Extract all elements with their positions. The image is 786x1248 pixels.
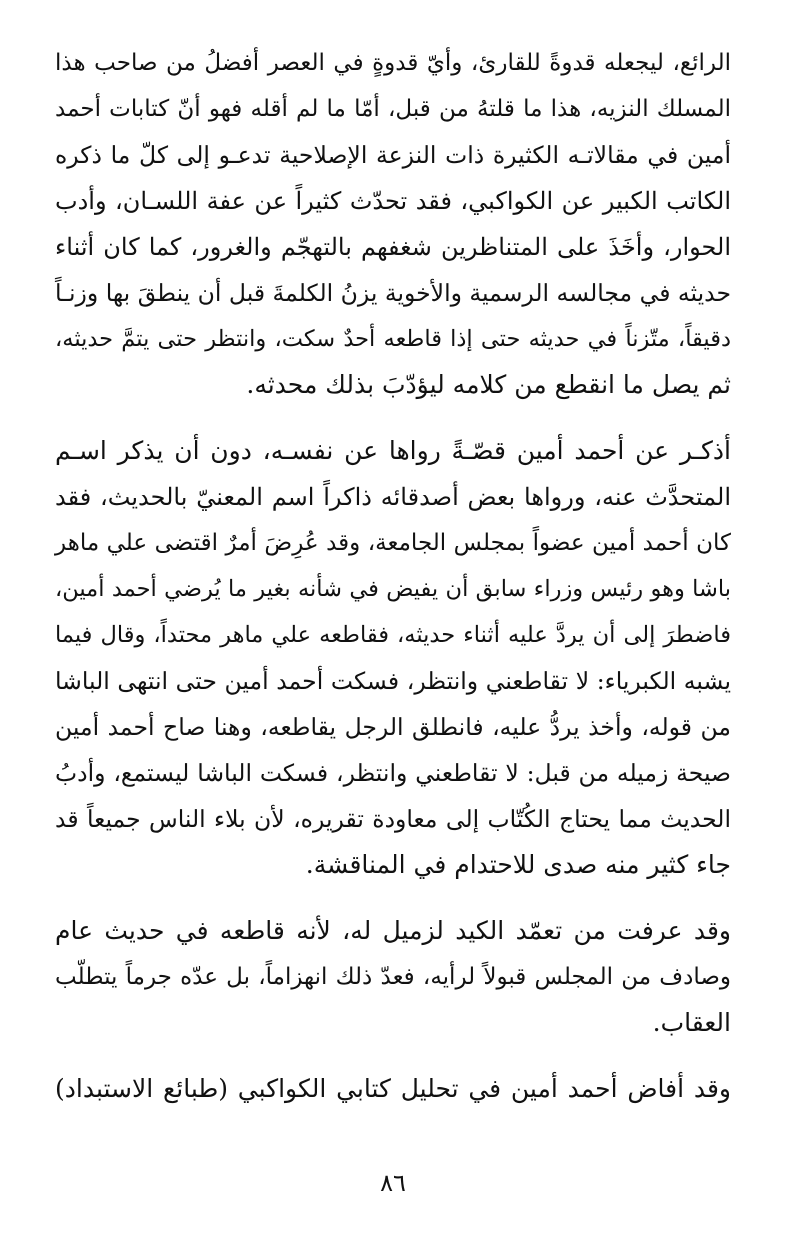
paragraph-gap: [55, 408, 731, 428]
text-line: صيحة زميله من قبل: لا تقاطعني وانتظر، فسكت الباشا ليستمع، وأدبُ: [55, 759, 731, 787]
text-line: وصادف من المجلس قبولاً لرأيه، فعدّ ذلك انهزاماً، بل عدّه جرماً يتطلّب: [55, 964, 731, 990]
paragraph-4: [55, 1066, 731, 1112]
body-text: [55, 40, 731, 1112]
text-line: المسلك النزيه، هذا ما قلتهُ من قبل، أمّا ما لم أقله فهو أنّ كتابات أحمد: [55, 96, 731, 122]
page-number: ٨٦: [380, 1169, 406, 1197]
text-line: أذكـر عن أحمد أمين قصّـةً رواها عن نفسـه، دون أن يذكر اسـم: [55, 436, 731, 465]
text-line: من قوله، وأخذ يردُّ عليه، فانطلق الرجل يقاطعه، وهنا صاح أحمد أمين: [55, 713, 731, 741]
paragraph-3: [55, 908, 731, 1046]
text-line: الحوار، وأخَذَ على المتناظرين شغفهم بالتهجّم والغرور، كما كان أثناء: [55, 233, 732, 261]
paragraph-1: [55, 40, 731, 408]
text-line: يشبه الكبرياء: لا تقاطعني وانتظر، فسكت أحمد أمين حتى انتهى الباشا: [55, 667, 731, 695]
text-line: جاء كثير منه صدى للاحتدام في المناقشة.: [305, 850, 731, 879]
text-line: الحديث مما يحتاج الكُتّاب إلى معاودة تقريره، لأن بلاء الناس جميعاً قد: [55, 805, 731, 833]
text-line: أمين في مقالاتـه الكثيرة ذات النزعة الإصلاحية تدعـو إلى كلّ ما ذكره: [55, 141, 731, 169]
text-line: وقد أفاض أحمد أمين في تحليل كتابي الكواكبي (طبائع الاستبداد): [55, 1074, 731, 1103]
text-line: الكاتب الكبير عن الكواكبي، فقد تحدّث كثيراً عن عفة اللسـان، وأدب: [55, 187, 731, 215]
text-line: ثم يصل ما انقطع من كلامه ليؤدّبَ بذلك محدثه.: [246, 370, 731, 399]
text-line: باشا وهو رئيس وزراء سابق أن يفيض في شأنه بغير ما يُرضي أحمد أمين،: [55, 576, 731, 602]
text-line: العقاب.: [652, 1008, 731, 1037]
text-line: وقد عرفت من تعمّد الكيد لزميل له، لأنه قاطعه في حديث عام: [55, 916, 731, 945]
text-line: دقيقاً، متّزناً في حديثه حتى إذا قاطعه أحدٌ سكت، وانتظر حتى يتمَّ حديثه،: [55, 326, 731, 352]
paragraph-gap: [55, 888, 731, 908]
paragraph-2: [55, 428, 731, 888]
text-line: الرائع، ليجعله قدوةً للقارئ، وأيّ قدوةٍ في العصر أفضلُ من صاحب هذا: [55, 50, 731, 76]
text-line: حديثه في مجالسه الرسمية والأخوية يزنُ الكلمةَ قبل أن ينطقَ بها وزنـاً: [54, 279, 731, 307]
text-line: المتحدَّث عنه، ورواها بعض أصدقائه ذاكراً اسم المعنيّ بالحديث، فقد: [55, 483, 731, 511]
text-line: فاضطرَ إلى أن يردَّ عليه أثناء حديثه، فقاطعه علي ماهر محتداً، وقال فيما: [55, 622, 731, 648]
paragraph-gap: [55, 1046, 731, 1066]
text-line: كان أحمد أمين عضواً بمجلس الجامعة، وقد عُرِضَ أمرٌ اقتضى علي ماهر: [55, 530, 731, 556]
